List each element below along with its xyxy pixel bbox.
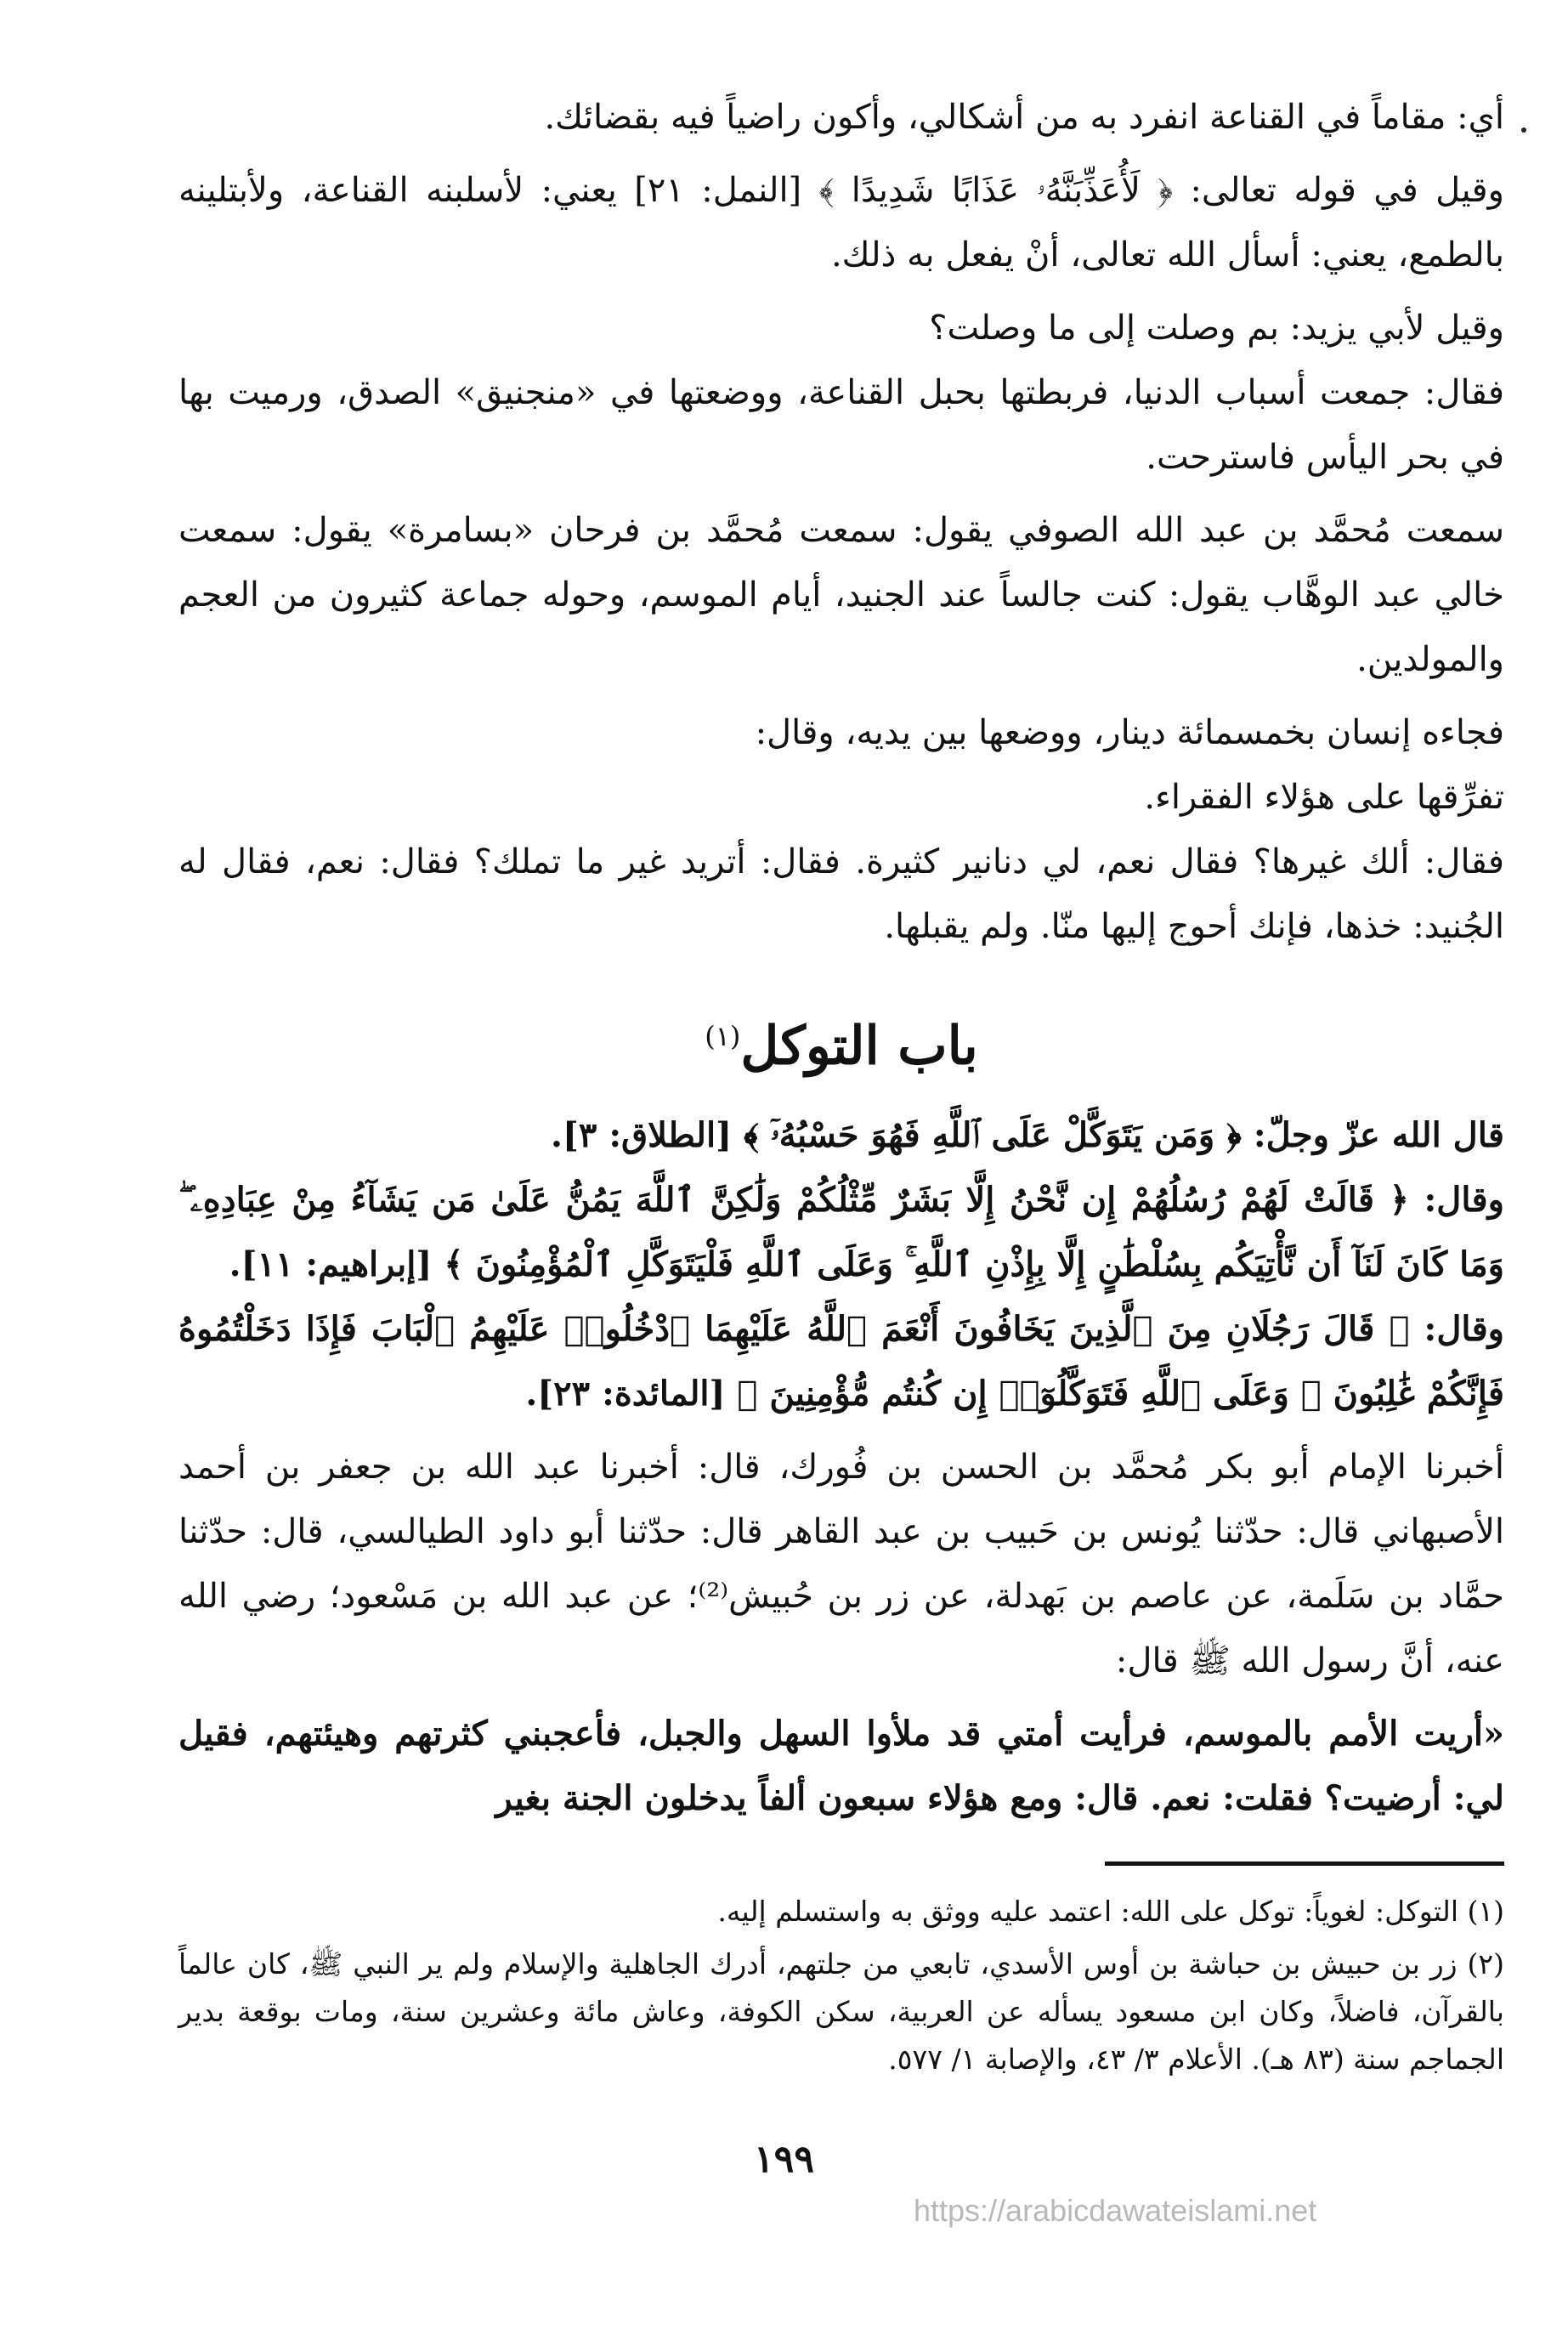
paragraph: تفرِّقها على هؤلاء الفقراء. [1144,778,1504,817]
footnote-marker: (١) [705,1020,741,1052]
paragraph: سمعت مُحمَّد بن عبد الله الصوفي يقول: سمعت مُحمَّد بن فرحان «بسامرة» يقول: سمعت خالي عبد الوهَّاب يقول: كنت جالساً عند الجنيد، أيام الموسم، وحوله جماعة كثيرون من العجم والمولدين. [178,511,1504,679]
scan-speck [1521,128,1526,133]
hadith-chain-paragraph: أخبرنا الإمام أبو بكر مُحمَّد بن الحسن بن فُورك، قال: أخبرنا عبد الله بن جعفر بن أحمد الأصبهاني قال: حدّثنا يُونس بن حَبيب بن عبد القاهر قال: حدّثنا أبو داود الطيالسي، قال: حدّثنا حمَّاد بن سَلَمة، عن عاصم بن بَهدلة، عن زر بن حُبيش⁽²⁾؛ عن عبد الله بن مَسْعود؛ رضي الله عنه، أنَّ رسول الله ﷺ قال: [178,1447,1505,1680]
chapter-title-text: باب التوكل [740,1014,978,1077]
paragraph: وقيل لأبي يزيد: بم وصلت إلى ما وصلت؟ [929,309,1504,348]
footnote: (٢) زر بن حبيش بن حباشة بن أوس الأسدي، تابعي من جلتهم، أدرك الجاهلية والإسلام ولم ير النبي ﷺ، كان عالماً بالقرآن، فاضلاً، وكان ابن مسعود يسأله عن العربية، سكن الكوفة، وعاش مائة وعشرين سنة، ومات بوقعة بدير الجماجم سنة (٨٣ هـ). الأعلام ٣/ ٤٣، والإصابة ١/ ٥٧٧. [178,1946,1504,2076]
quran-verse-paragraph: قال الله عزّ وجلّ: ﴿ وَمَن يَتَوَكَّلْ عَلَى ٱللَّهِ فَهُوَ حَسْبُهُۥٓ ﴾ [الطلاق: ٣]. [551,1114,1504,1155]
quran-verse-paragraph: وقال: ﴿ قَالَ رَجُلَانِ مِنَ ٱلَّذِينَ يَخَافُونَ أَنْعَمَ ٱللَّهُ عَلَيْهِمَا ٱدْخُلُوا۟ عَلَيْهِمُ ٱلْبَابَ فَإِذَا دَخَلْتُمُوهُ فَإِنَّكُمْ غَٰلِبُونَ ۚ وَعَلَى ٱللَّهِ فَتَوَكَّلُوٓا۟ إِن كُنتُم مُّؤْمِنِينَ ﴾ [المائدة: ٢٣]. [178,1308,1505,1414]
footnote-divider [1105,1862,1504,1866]
hadith-text-paragraph: «أريت الأمم بالموسم، فرأيت أمتي قد ملأوا السهل والجبل، فأعجبني كثرتهم وهيئتهم، فقيل لي: أرضيت؟ فقلت: نعم. قال: ومع هؤلاء سبعون ألفاً يدخلون الجنة بغير [178,1713,1504,1818]
paragraph: فقال: جمعت أسباب الدنيا، فربطتها بحبل القناعة، ووضعتها في «منجنيق» الصدق، ورميت بها في بحر اليأس فاسترحت. [178,373,1504,477]
quran-verse-paragraph: وقال: ﴿ قَالَتْ لَهُمْ رُسُلُهُمْ إِن نَّحْنُ إِلَّا بَشَرٌ مِّثْلُكُمْ وَلَٰكِنَّ ٱللَّهَ يَمُنُّ عَلَىٰ مَن يَشَآءُ مِنْ عِبَادِهِۦ ۖ وَمَا كَانَ لَنَآ أَن نَّأْتِيَكُم بِسُلْطَٰنٍ إِلَّا بِإِذْنِ ٱللَّهِ ۚ وَعَلَى ٱللَّهِ فَلْيَتَوَكَّلِ ٱلْمُؤْمِنُونَ ﴾ [إبراهيم: ١١]. [178,1179,1504,1284]
paragraph: أي: مقاماً في القناعة انفرد به من أشكالي، وأكون راضياً فيه بقضائك. [544,98,1504,137]
chapter-title [178,998,1504,1085]
paragraph: فجاءه إنسان بخمسمائة دينار، ووضعها بين يديه، وقال: [755,713,1504,752]
page-number: ١٩٩ [754,2138,814,2181]
paragraph: فقال: ألك غيرها؟ فقال نعم، لي دنانير كثيرة. فقال: أتريد غير ما تملك؟ فقال: نعم، فقال له الجُنيد: خذها، فإنك أحوج إليها منّا. ولم يقبلها. [178,842,1504,946]
book-page [178,85,1504,2088]
watermark-url: https://arabicdawateislami.net [914,2193,1317,2228]
footnote: (١) التوكل: لغوياً: توكل على الله: اعتمد عليه ووثق به واستسلم إليه. [717,1894,1504,1928]
paragraph: وقيل في قوله تعالى: ﴿ لَأُعَذِّبَنَّهُۥ عَذَابًا شَدِيدًا ﴾ [النمل: ٢١] يعني: لأسلبنه القناعة، ولأبتلينه بالطمع، يعني: أسأل الله تعالى، أنْ يفعل به ذلك. [178,171,1504,275]
